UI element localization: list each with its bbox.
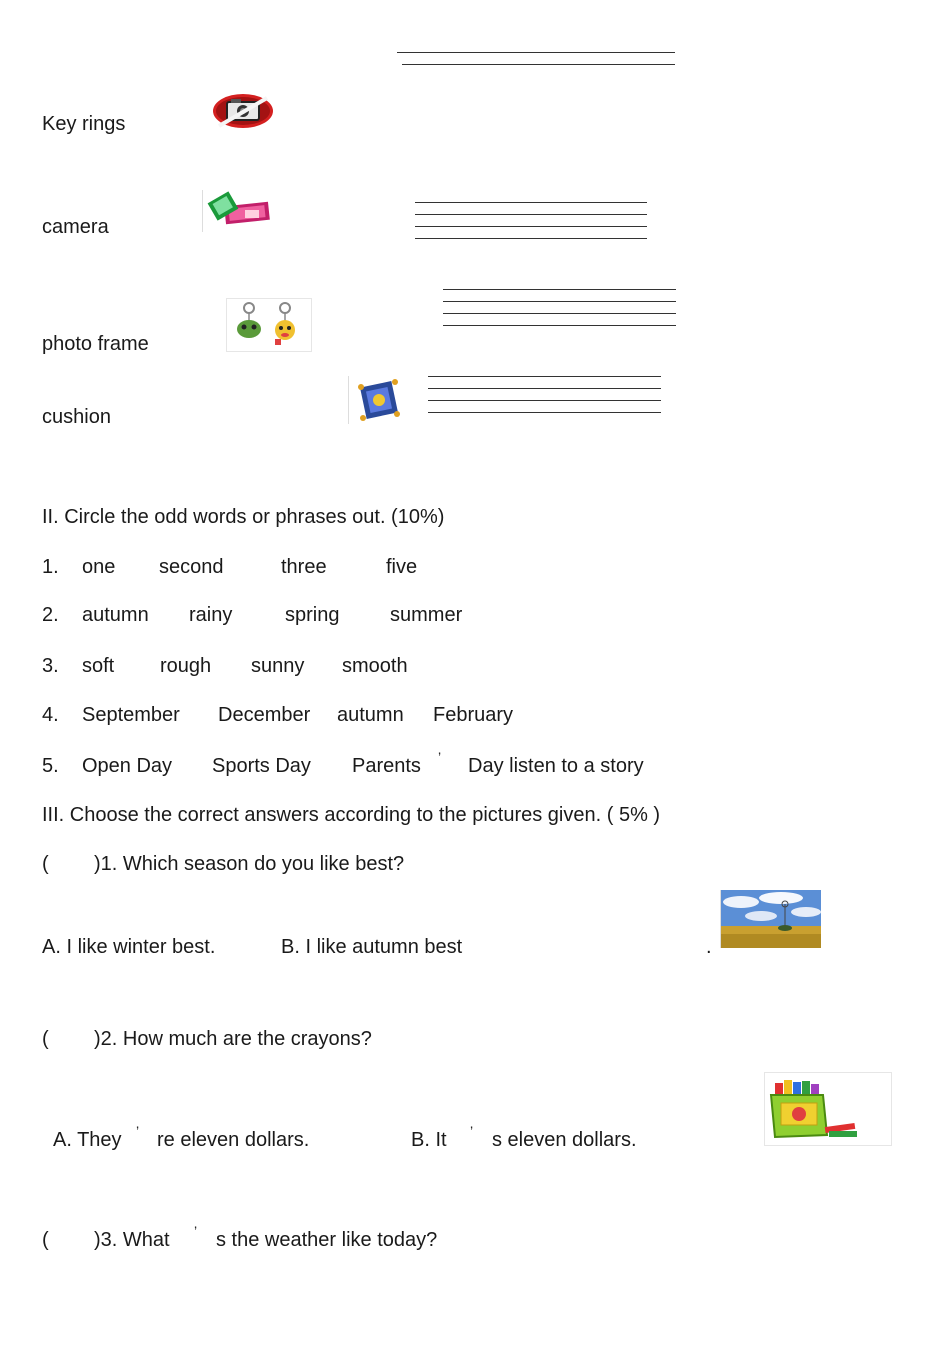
question-3-cont: s the weather like today? — [216, 1229, 438, 1251]
word-option[interactable]: spring — [285, 604, 340, 626]
answer-bracket[interactable]: ( — [42, 853, 49, 875]
apostrophe: ’ — [136, 1123, 140, 1139]
word-option[interactable]: autumn — [82, 604, 149, 626]
question-1: )1. Which season do you like best? — [94, 853, 405, 875]
row-number: 2. — [42, 604, 59, 626]
answer-line — [415, 202, 647, 203]
option-b-cont[interactable]: s eleven dollars. — [492, 1129, 637, 1151]
answer-line — [443, 313, 676, 314]
section3-heading: III. Choose the correct answers according to the pictures given. ( 5% ) — [42, 804, 661, 826]
answer-line — [415, 238, 647, 239]
word-option[interactable]: soft — [82, 655, 115, 677]
photo-frame-icon — [202, 190, 275, 232]
word-option[interactable]: Sports Day — [212, 755, 311, 777]
answer-bracket[interactable]: ( — [42, 1229, 49, 1251]
camera-icon — [211, 92, 275, 132]
key-rings-icon — [226, 298, 312, 352]
answer-line — [428, 400, 661, 401]
answer-line — [397, 52, 675, 53]
answer-line — [443, 325, 676, 326]
word-option[interactable]: February — [433, 704, 514, 726]
word-option[interactable]: three — [281, 556, 327, 578]
row-number: 3. — [42, 655, 59, 677]
answer-line — [415, 214, 647, 215]
question-2: )2. How much are the crayons? — [94, 1028, 372, 1050]
cushion-icon — [348, 376, 409, 424]
section2-heading: II. Circle the odd words or phrases out. (10%) — [42, 506, 445, 528]
crayons-picture — [764, 1072, 892, 1146]
option-a[interactable]: A. I like winter best. — [42, 936, 216, 958]
apostrophe: ’ — [194, 1223, 198, 1239]
answer-line — [443, 289, 676, 290]
answer-line — [428, 376, 661, 377]
answer-line — [428, 388, 661, 389]
answer-bracket[interactable]: ( — [42, 1028, 49, 1050]
option-b[interactable]: B. I like autumn best — [281, 936, 463, 958]
item-photo-frame: photo frame — [42, 333, 149, 355]
word-option[interactable]: autumn — [337, 704, 404, 726]
row-number: 1. — [42, 556, 59, 578]
option-a-cont[interactable]: re eleven dollars. — [157, 1129, 310, 1151]
word-option[interactable]: rainy — [189, 604, 233, 626]
answer-line — [402, 64, 675, 65]
word-option[interactable]: smooth — [342, 655, 408, 677]
answer-line — [443, 301, 676, 302]
word-option[interactable]: second — [159, 556, 224, 578]
apostrophe: ’ — [438, 749, 442, 765]
item-cushion: cushion — [42, 406, 111, 428]
word-option[interactable]: September — [82, 704, 180, 726]
row-number: 5. — [42, 755, 59, 777]
word-option[interactable]: one — [82, 556, 116, 578]
word-option[interactable]: sunny — [251, 655, 305, 677]
row-number: 4. — [42, 704, 59, 726]
trailing-dot: . — [706, 936, 712, 958]
apostrophe: ’ — [470, 1123, 474, 1139]
autumn-field-picture — [720, 890, 821, 948]
option-b[interactable]: B. It — [411, 1129, 447, 1151]
question-3: )3. What — [94, 1229, 170, 1251]
word-option[interactable]: December — [218, 704, 311, 726]
word-option[interactable]: summer — [390, 604, 463, 626]
word-option[interactable]: Parents — [352, 755, 421, 777]
item-key-rings: Key rings — [42, 113, 126, 135]
word-option[interactable]: rough — [160, 655, 212, 677]
word-option[interactable]: five — [386, 556, 418, 578]
answer-line — [415, 226, 647, 227]
item-camera: camera — [42, 216, 109, 238]
word-option[interactable]: Open Day — [82, 755, 173, 777]
word-option[interactable]: Day listen to a story — [468, 755, 644, 777]
answer-line — [428, 412, 661, 413]
option-a[interactable]: A. They — [53, 1129, 122, 1151]
